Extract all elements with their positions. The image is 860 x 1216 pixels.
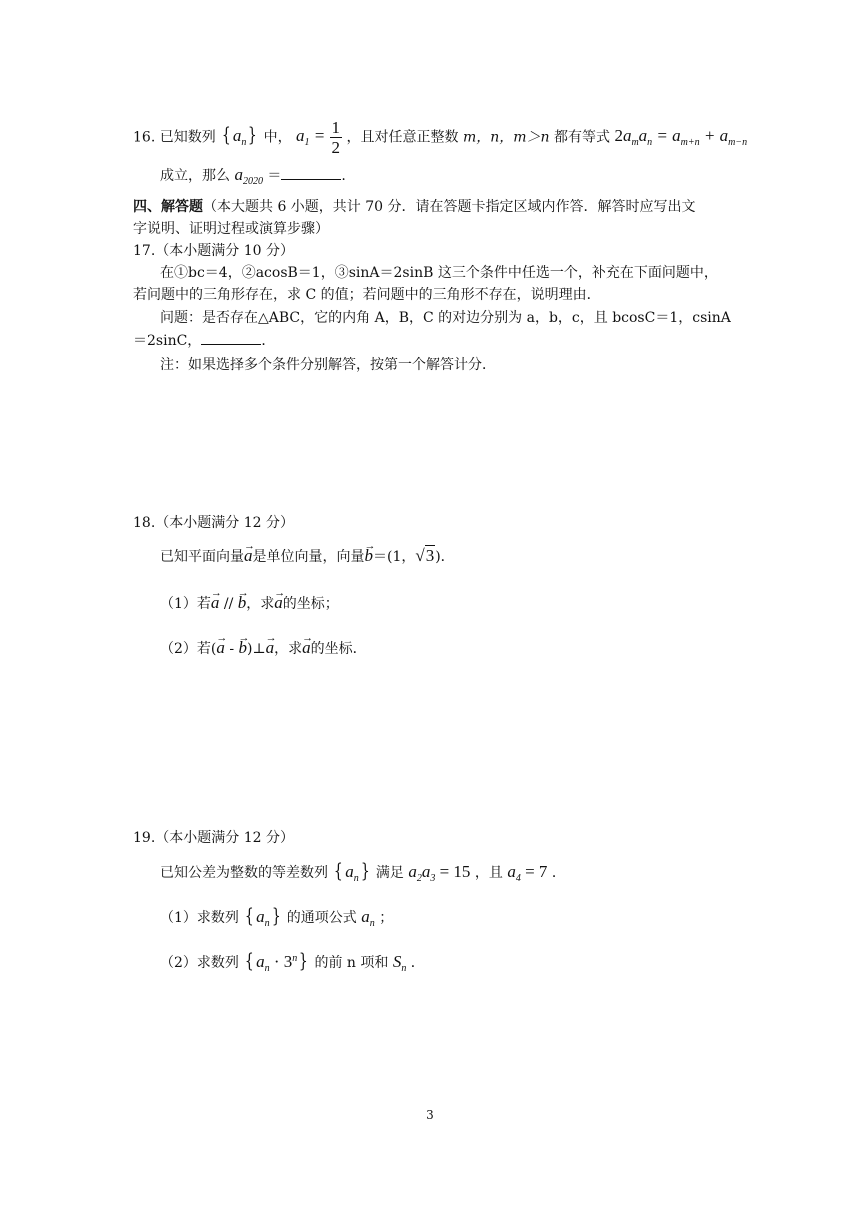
q19-product: $a_2a_3 = 15$: [408, 862, 471, 884]
page-number: 3: [426, 1108, 434, 1122]
q18-s2: （2）若(→ a - → b)⊥→ a，求→ a的坐标．: [160, 638, 367, 659]
q17-p3: 问题：是否存在△ABC，它的内角 A，B，C 的对边分别为 a，b，c，且 bcosC＝1，csinA: [160, 310, 731, 326]
q19-a4: $a_4 = 7$: [507, 862, 548, 884]
section4-heading: 四、解答题（本大题共 6 小题，共计 70 分．请在答题卡指定区域内作答．解答时应写出文: [133, 199, 696, 215]
q17-blank: [201, 330, 261, 345]
q17-header: 17.（本小题满分 10 分）: [133, 243, 294, 259]
vector-a: → a: [244, 546, 253, 566]
q17-p4: ＝2sinC， ．: [133, 330, 275, 351]
q16-line1: 16. 已知数列 { $a_n$} 中， $a_1$ = $\frac{1}{2}$ ，且对任意正整数 m，n，m＞n 都有等式 $2a_ma_n = a_{m+n} + a_{m-n}$: [133, 118, 748, 157]
q16-a1-eq: $a_1$ = $\frac{1}{2}$: [296, 118, 341, 157]
q19-s1: （1）求数列 { $a_n$} 的通项公式 $a_n$ ；: [160, 903, 394, 929]
section4-desc2: 字说明、证明过程或演算步骤）: [133, 221, 329, 237]
sqrt-3: √3: [415, 546, 435, 565]
q17-p5: 注：如果选择多个条件分别解答，按第一个解答计分．: [160, 357, 496, 373]
q16-answer-blank: [281, 165, 341, 180]
q19-header: 19.（本小题满分 12 分）: [133, 830, 294, 846]
q19-p1: 已知公差为整数的等差数列 { $a_n$} 满足 $a_2a_3 = 15$ ，且 $a_4 = 7$ ．: [160, 858, 566, 884]
q18-header: 18.（本小题满分 12 分）: [133, 515, 294, 531]
q16-equation: $2a_ma_n = a_{m+n} + a_{m-n}$: [614, 126, 748, 149]
section4-title: 四、解答题: [133, 199, 203, 215]
q16-a2020: $a_{2020}$: [234, 165, 263, 187]
vector-b: → b: [365, 546, 374, 566]
q17-p2: 若问题中的三角形存在，求 C 的值；若问题中的三角形不存在，说明理由．: [133, 287, 601, 303]
q16-line2: 成立，那么 $a_{2020}$ ＝ .: [160, 165, 346, 187]
q18-p1: 已知平面向量→ a是单位向量，向量→ b＝(1，√3)．: [160, 546, 455, 567]
q18-s1: （1）若→ a // → b，求→ a的坐标；: [160, 593, 339, 614]
q19-s2: （2）求数列 { $a_n \cdot 3^n$} 的前 n 项和 $S_n$ ．: [160, 948, 425, 974]
q17-p1: 在①bc＝4，②acosB＝1，③sinA＝2sinB 这三个条件中任选一个，补充在下面问题中，: [160, 265, 718, 281]
q16-seq-an: { $a_n$}: [222, 122, 258, 149]
